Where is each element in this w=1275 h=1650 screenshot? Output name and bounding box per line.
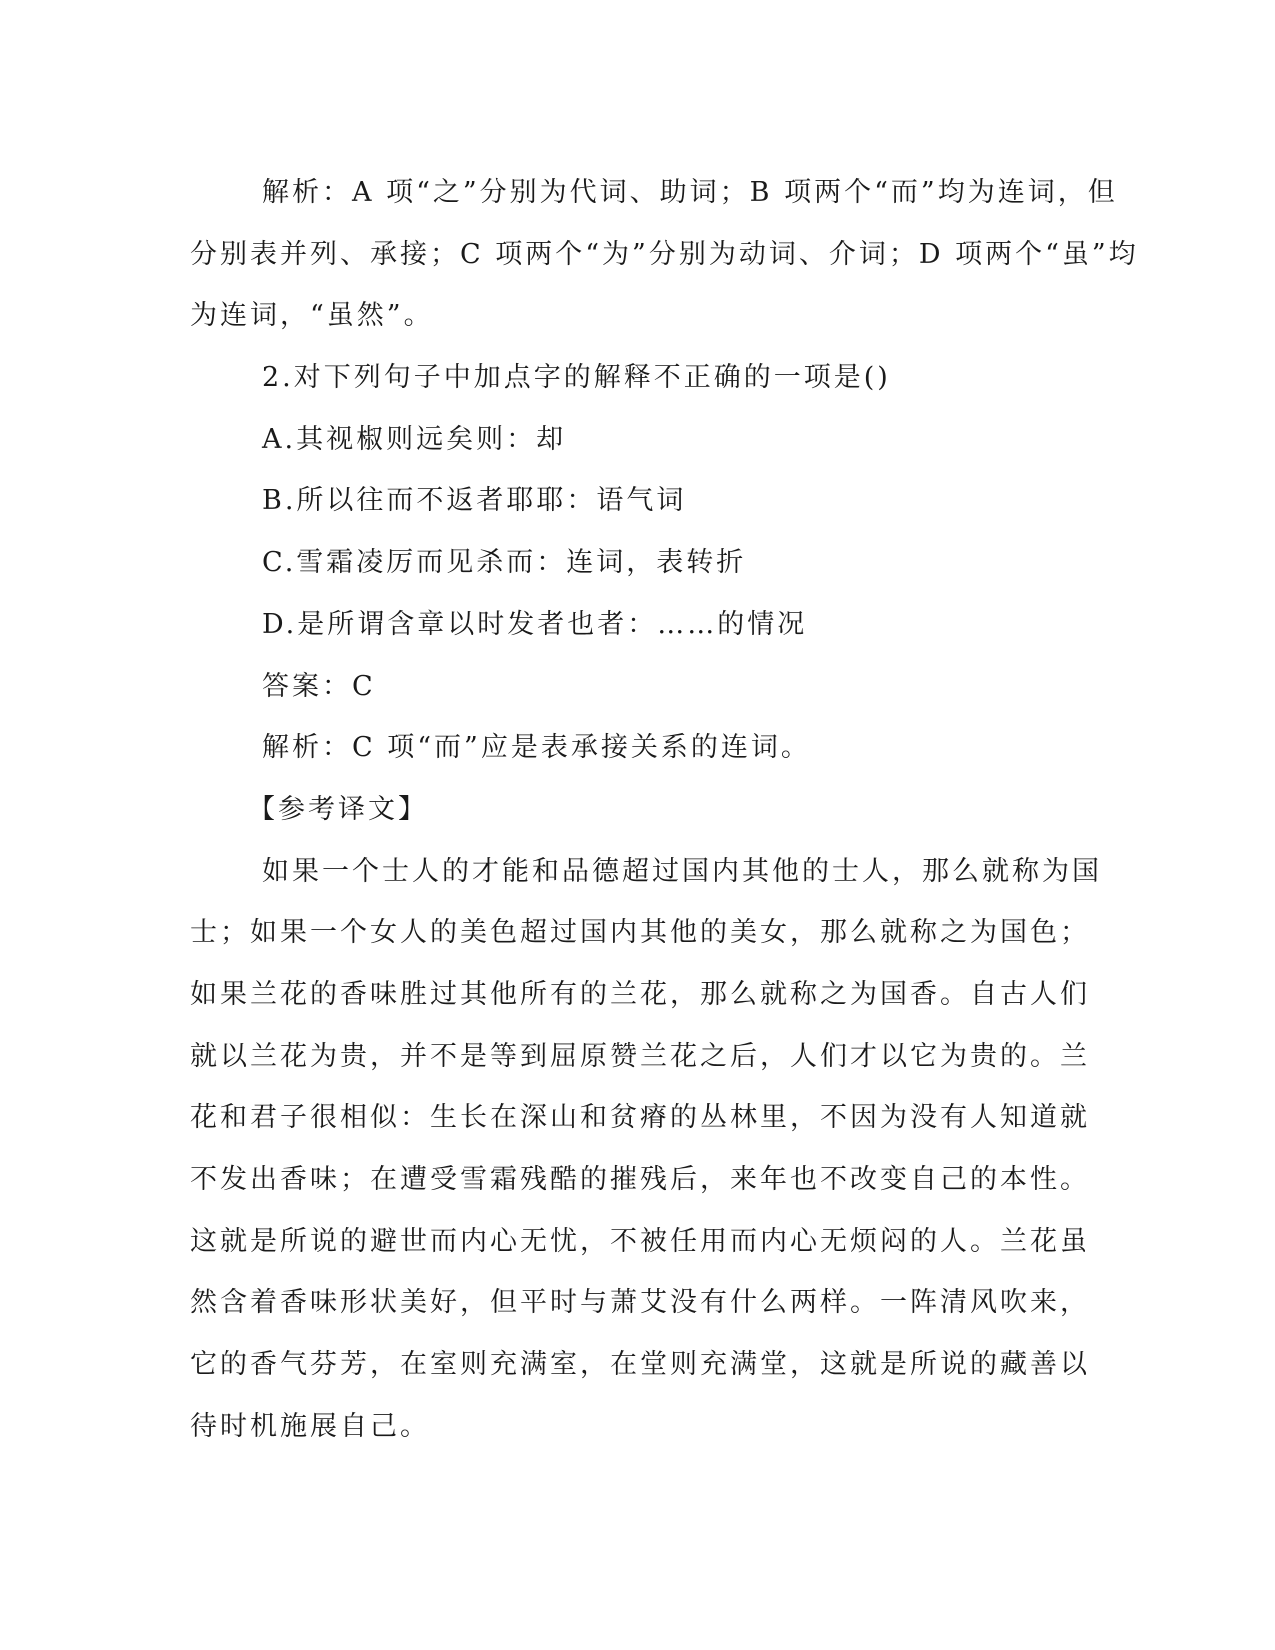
translation-line-8: 然含着香味形状美好，但平时与萧艾没有什么两样。一阵清风吹来，	[190, 1287, 1090, 1319]
question-2-stem: 2.对下列句子中加点字的解释不正确的一项是()	[262, 362, 891, 394]
translation-line-3: 如果兰花的香味胜过其他所有的兰花，那么就称之为国香。自古人们	[190, 978, 1090, 1010]
translation-heading: 【参考译文】	[248, 793, 428, 825]
translation-line-2: 士；如果一个女人的美色超过国内其他的美女，那么就称之为国色；	[190, 917, 1090, 949]
analysis-1-line-3: 为连词，“虽然”。	[190, 300, 434, 332]
question-2-option-a: A.其视椒则远矣则：却	[262, 423, 567, 455]
translation-line-5: 花和君子很相似：生长在深山和贫瘠的丛林里，不因为没有人知道就	[190, 1102, 1090, 1134]
question-2-analysis: 解析：C 项“而”应是表承接关系的连词。	[262, 732, 811, 764]
analysis-1-line-1: 解析：A 项“之”分别为代词、助词；B 项两个“而”均为连词，但	[262, 177, 1118, 208]
translation-line-7: 这就是所说的避世而内心无忧，不被任用而内心无烦闷的人。兰花虽	[190, 1225, 1090, 1257]
translation-line-4: 就以兰花为贵，并不是等到屈原赞兰花之后，人们才以它为贵的。兰	[190, 1040, 1090, 1072]
translation-line-10: 待时机施展自己。	[190, 1410, 430, 1442]
translation-line-6: 不发出香味；在遭受雪霜残酷的摧残后，来年也不改变自己的本性。	[190, 1164, 1090, 1195]
analysis-1-line-2: 分别表并列、承接；C 项两个“为”分别为动词、介词；D 项两个“虽”均	[190, 238, 1139, 270]
question-2-answer: 答案：C	[262, 670, 376, 702]
question-2-option-d: D.是所谓含章以时发者也者：……的情况	[262, 608, 808, 640]
document-body	[190, 162, 1139, 1457]
question-2-option-c: C.雪霜凌厉而见杀而：连词，表转折	[262, 547, 747, 579]
translation-line-1: 如果一个士人的才能和品德超过国内其他的士人，那么就称为国	[262, 855, 1102, 887]
translation-line-9: 它的香气芬芳，在室则充满室，在堂则充满堂，这就是所说的藏善以	[190, 1349, 1090, 1381]
question-2-option-b: B.所以往而不返者耶耶：语气词	[262, 485, 687, 517]
